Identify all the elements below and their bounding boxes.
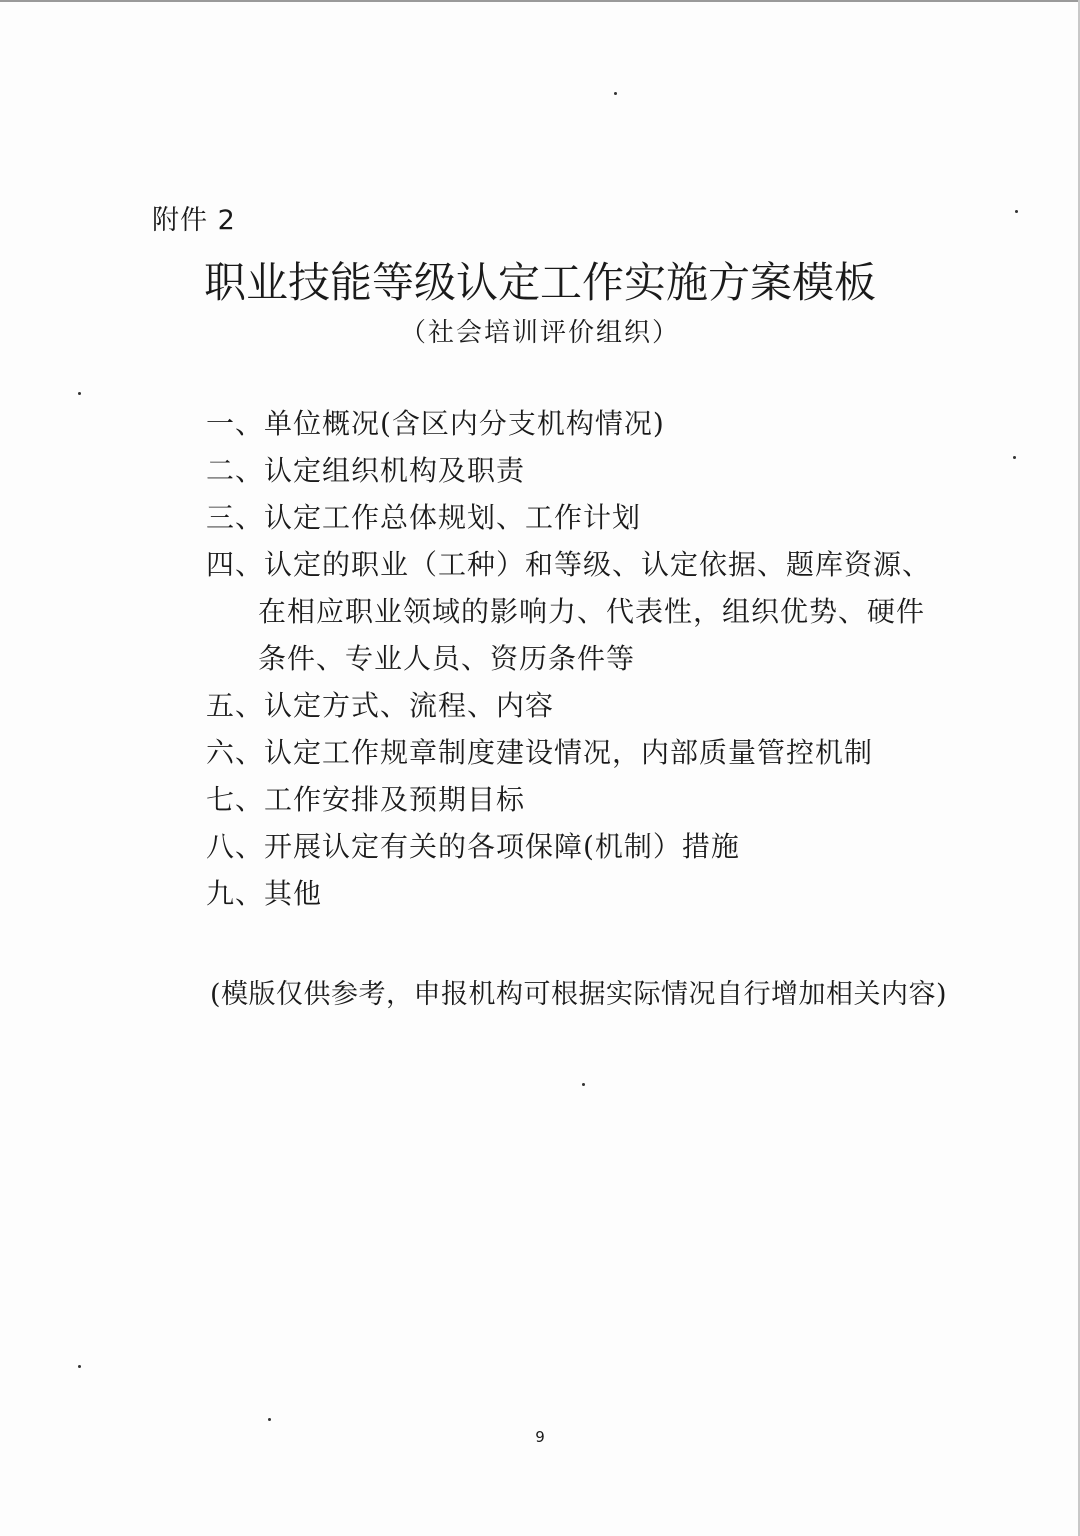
document-subtitle: （社会培训评价组织） — [399, 318, 680, 348]
outline-item: 四、认定的职业（工种）和等级、认定依据、题库资源、在相应职业领域的影响力、代表性，组织优势、硬件条件、专业人员、资历条件等 — [206, 548, 932, 675]
scan-speck — [582, 1083, 585, 1086]
scan-speck — [1013, 456, 1016, 459]
outline-item: 三、认定工作总体规划、工作计划 — [206, 501, 642, 534]
outline-item: 五、认定方式、流程、内容 — [206, 689, 555, 722]
outline-item: 一、单位概况(含区内分支机构情况) — [206, 407, 665, 440]
outline-item: 二、认定组织机构及职责 — [206, 454, 526, 487]
outline-item: 九、其他 — [206, 877, 323, 910]
outline-item: 七、工作安排及预期目标 — [206, 783, 526, 816]
template-note: (模版仅供参考，申报机构可根据实际情况自行增加相关内容) — [210, 979, 948, 1010]
outline-item: 八、开展认定有关的各项保障(机制）措施 — [206, 830, 740, 863]
outline-item: 六、认定工作规章制度建设情况，内部质量管控机制 — [206, 736, 874, 769]
scan-speck — [1015, 210, 1018, 213]
scan-edge-top — [0, 0, 1080, 2]
scan-speck — [78, 392, 81, 395]
scan-speck — [614, 92, 617, 95]
page-number: 9 — [535, 1428, 545, 1446]
attachment-label: 附件 2 — [152, 205, 236, 236]
scan-speck — [78, 1365, 81, 1368]
outline-list — [206, 400, 946, 917]
scan-speck — [268, 1418, 271, 1421]
document-title: 职业技能等级认定工作实施方案模板 — [203, 258, 876, 307]
